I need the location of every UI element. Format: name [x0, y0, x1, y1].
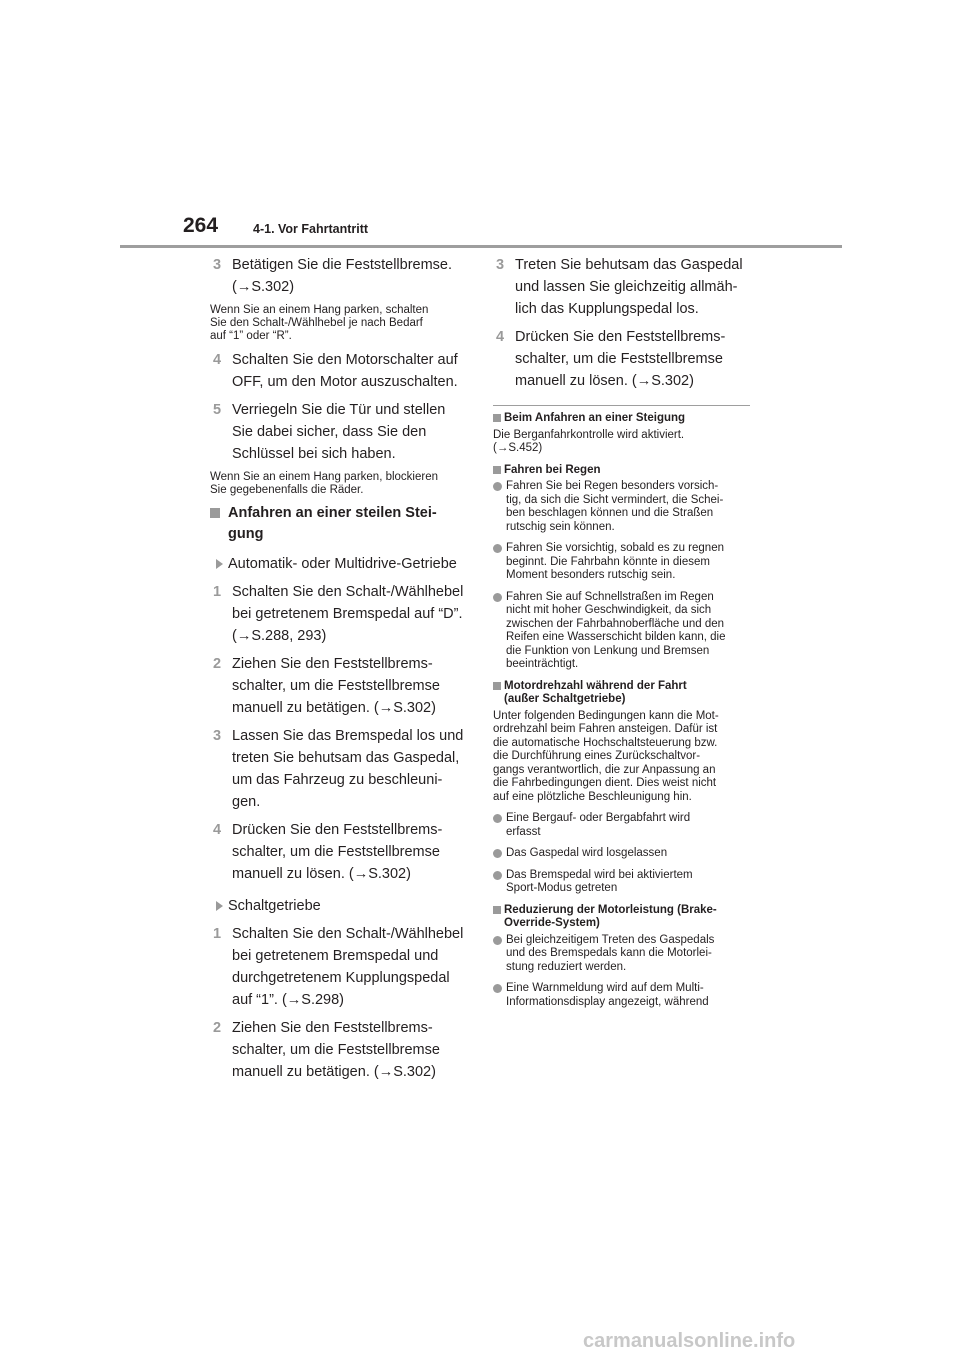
rpm-bullet-2: [493, 847, 758, 861]
info-line: die automatische Hochschaltsteuerung bzw.: [493, 736, 718, 749]
override-bullet-2: [493, 982, 758, 1009]
auto-step-4: [210, 819, 465, 885]
step-text-line: Sie dabei sicher, dass Sie den: [232, 424, 427, 440]
bullet-line: Eine Bergauf- oder Bergabfahrt wird: [506, 812, 691, 824]
rain-bullet-3: [493, 591, 758, 672]
step-text-line: Lassen Sie das Bremspedal los und: [232, 728, 464, 744]
step-number: 4: [213, 352, 222, 368]
step-text-line: schalter, um die Feststellbremse: [232, 844, 440, 860]
circle-bullet-icon: [493, 936, 502, 945]
circle-bullet-icon: [493, 593, 502, 602]
note-line: Sie gegebenenfalls die Räder.: [210, 484, 364, 496]
step-number: 1: [213, 584, 222, 600]
step-number: 3: [496, 257, 505, 273]
info-heading-rain: [493, 464, 758, 478]
step-text-line: Ziehen Sie den Feststellbrems-: [232, 656, 433, 672]
triangle-bullet-icon: [216, 901, 223, 911]
info-heading-text: Override-System): [504, 917, 600, 929]
heading-line: Anfahren an einer steilen Stei-: [228, 505, 437, 521]
info-line: ordrehzahl beim Fahren ansteigen. Dafür ist: [493, 723, 718, 735]
bullet-line: die Funktion von Lenkung und Bremsen: [506, 644, 710, 657]
info-heading-text: Motordrehzahl während der Fahrt: [504, 679, 687, 692]
step-text-line: Verriegeln Sie die Tür und stellen: [232, 402, 446, 418]
subheading-manual: [210, 895, 465, 917]
manual-step-1: [210, 923, 465, 1011]
step-number: 4: [213, 822, 222, 838]
info-line: auf eine plötzliche Beschleunigung hin.: [493, 790, 692, 803]
bullet-line: tig, da sich die Sicht vermindert, die Schei-: [506, 493, 724, 506]
bullet-line: beeinträchtigt.: [506, 658, 579, 670]
info-heading-text: Fahren bei Regen: [504, 463, 601, 476]
subheading-automatic: [210, 553, 465, 575]
bullet-line: ben beschlagen können und die Straßen: [506, 507, 714, 519]
step-text-line: Schalten Sie den Motorschalter auf: [232, 352, 458, 368]
override-bullet-1: [493, 934, 758, 975]
step-number: 1: [213, 926, 222, 942]
info-divider: [493, 405, 750, 406]
rpm-bullet-3: [493, 869, 758, 896]
step-text-line: schalter, um die Feststellbremse: [232, 1042, 440, 1058]
circle-bullet-icon: [493, 984, 502, 993]
manual-step-4: [493, 326, 758, 392]
bullet-line: rutschig sein können.: [506, 520, 615, 533]
bullet-line: Fahren Sie vorsichtig, sobald es zu regnen: [506, 542, 724, 554]
step-number: 2: [213, 1020, 222, 1036]
step-text-line: Ziehen Sie den Feststellbrems-: [232, 1020, 433, 1036]
rain-bullet-2: [493, 542, 758, 583]
square-bullet-icon: [493, 466, 501, 474]
info-heading-text: Beim Anfahren an einer Steigung: [504, 412, 686, 424]
step-text-line: schalter, um die Feststellbremse: [515, 351, 723, 367]
bullet-line: zwischen der Fahrbahnoberfläche und den: [506, 617, 725, 630]
rain-bullet-1: [493, 480, 758, 534]
bullet-line: und des Bremspedals kann die Motorlei-: [506, 947, 712, 959]
info-heading-incline: [493, 412, 758, 426]
step-text-line: um das Fahrzeug zu beschleuni-: [232, 772, 443, 788]
auto-step-2: [210, 653, 465, 719]
step-text-line: gen.: [232, 794, 261, 810]
step-number: 2: [213, 656, 222, 672]
circle-bullet-icon: [493, 849, 502, 858]
step-5-lock-door: [210, 399, 465, 465]
info-line: Die Berganfahrkontrolle wird aktiviert.: [493, 428, 685, 441]
info-heading-brake-override: [493, 904, 758, 931]
rpm-bullet-1: [493, 812, 758, 839]
bullet-line: Bei gleichzeitigem Treten des Gaspedals: [506, 933, 715, 946]
header-divider: [120, 245, 842, 248]
note-line: Sie den Schalt-/Wählhebel je nach Bedarf: [210, 317, 423, 329]
step-text-line: (→S.302): [232, 279, 295, 295]
watermark: carmanualsonline.info: [583, 1330, 796, 1352]
step-text-line: treten Sie behutsam das Gaspedal,: [232, 750, 460, 766]
circle-bullet-icon: [493, 814, 502, 823]
step-text-line: und lassen Sie gleichzeitig allmäh-: [515, 279, 738, 295]
bullet-line: Fahren Sie auf Schnellstraßen im Regen: [506, 590, 714, 603]
step-text-line: schalter, um die Feststellbremse: [232, 678, 440, 694]
info-line: (→S.452): [493, 442, 543, 454]
step-number: 5: [213, 402, 222, 418]
bullet-line: Reifen eine Wasserschicht bilden kann, die: [506, 631, 726, 643]
bullet-line: Das Bremspedal wird bei aktiviertem: [506, 868, 693, 881]
note-line: auf “1” oder “R”.: [210, 330, 292, 342]
step-text-line: Treten Sie behutsam das Gaspedal: [515, 257, 743, 273]
heading-line: gung: [228, 526, 264, 542]
note-parking-slope: [210, 304, 465, 343]
step-text-line: durchgetretenem Kupplungspedal: [232, 970, 450, 986]
step-text-line: bei getretenem Bremspedal auf “D”.: [232, 606, 463, 622]
bullet-line: Moment besonders rutschig sein.: [506, 569, 676, 581]
step-text-line: Schlüssel bei sich haben.: [232, 446, 396, 462]
step-text-line: manuell zu betätigen. (→S.302): [232, 1064, 436, 1080]
step-text-line: auf “1”. (→S.298): [232, 992, 345, 1008]
info-text-incline: [493, 429, 758, 456]
step-text-line: Drücken Sie den Feststellbrems-: [515, 329, 726, 345]
section-title: 4-1. Vor Fahrtantritt: [253, 222, 369, 236]
triangle-bullet-icon: [216, 559, 223, 569]
square-bullet-icon: [493, 414, 501, 422]
note-line: Wenn Sie an einem Hang parken, schalten: [210, 304, 429, 316]
step-number: 4: [496, 329, 505, 345]
step-number: 3: [213, 257, 222, 273]
bullet-line: Eine Warnmeldung wird auf dem Multi-: [506, 982, 704, 994]
heading-steep-incline: [210, 503, 465, 545]
left-column: [210, 254, 465, 1089]
right-column: [493, 254, 758, 1017]
step-4-engine-off: [210, 349, 465, 393]
manual-step-2: [210, 1017, 465, 1083]
bullet-line: Das Gaspedal wird losgelassen: [506, 847, 668, 859]
step-text-line: (→S.288, 293): [232, 628, 327, 644]
circle-bullet-icon: [493, 544, 502, 553]
info-line: gangs verantwortlich, die zur Anpassung an: [493, 763, 716, 776]
bullet-line: erfasst: [506, 825, 541, 838]
circle-bullet-icon: [493, 482, 502, 491]
bullet-line: beginnt. Die Fahrbahn könnte in diesem: [506, 555, 710, 568]
step-text-line: bei getretenem Bremspedal und: [232, 948, 439, 964]
step-text-line: manuell zu lösen. (→S.302): [515, 373, 694, 389]
page-number: 264: [183, 214, 219, 237]
step-text-line: manuell zu lösen. (→S.302): [232, 866, 411, 882]
info-heading-text: Reduzierung der Motorleistung (Brake-: [504, 903, 717, 916]
step-text-line: manuell zu betätigen. (→S.302): [232, 700, 436, 716]
step-3-parking-brake: [210, 254, 465, 298]
step-text-line: Schalten Sie den Schalt-/Wählhebel: [232, 584, 464, 600]
info-line: die Durchführung eines Zurückschaltvor-: [493, 750, 701, 762]
step-text-line: lich das Kupplungspedal los.: [515, 301, 699, 317]
bullet-line: stung reduziert werden.: [506, 960, 627, 973]
manual-step-3: [493, 254, 758, 320]
circle-bullet-icon: [493, 871, 502, 880]
square-bullet-icon: [210, 508, 220, 518]
bullet-line: Sport-Modus getreten: [506, 882, 618, 894]
subheading-label: Schaltgetriebe: [228, 898, 321, 914]
step-number: 3: [213, 728, 222, 744]
info-line: Unter folgenden Bedingungen kann die Mot-: [493, 709, 719, 722]
note-block-wheels: [210, 471, 465, 497]
auto-step-1: [210, 581, 465, 647]
step-text-line: Betätigen Sie die Feststellbremse.: [232, 257, 453, 273]
bullet-line: Fahren Sie bei Regen besonders vorsich-: [506, 480, 719, 492]
auto-step-3: [210, 725, 465, 813]
info-text-rpm: [493, 710, 758, 805]
info-heading-rpm: [493, 680, 758, 707]
subheading-label: Automatik- oder Multidrive-Getriebe: [228, 556, 457, 572]
bullet-line: nicht mit hoher Geschwindigkeit, da sich: [506, 604, 712, 616]
square-bullet-icon: [493, 682, 501, 690]
info-line: die Fahrbedingungen dient. Dies weist nicht: [493, 777, 717, 789]
info-heading-text: (außer Schaltgetriebe): [504, 693, 626, 705]
step-text-line: Schalten Sie den Schalt-/Wählhebel: [232, 926, 464, 942]
bullet-line: Informationsdisplay angezeigt, während: [506, 995, 709, 1008]
step-text-line: Drücken Sie den Feststellbrems-: [232, 822, 443, 838]
square-bullet-icon: [493, 906, 501, 914]
note-line: Wenn Sie an einem Hang parken, blockieren: [210, 471, 439, 483]
step-text-line: OFF, um den Motor auszuschalten.: [232, 374, 458, 390]
